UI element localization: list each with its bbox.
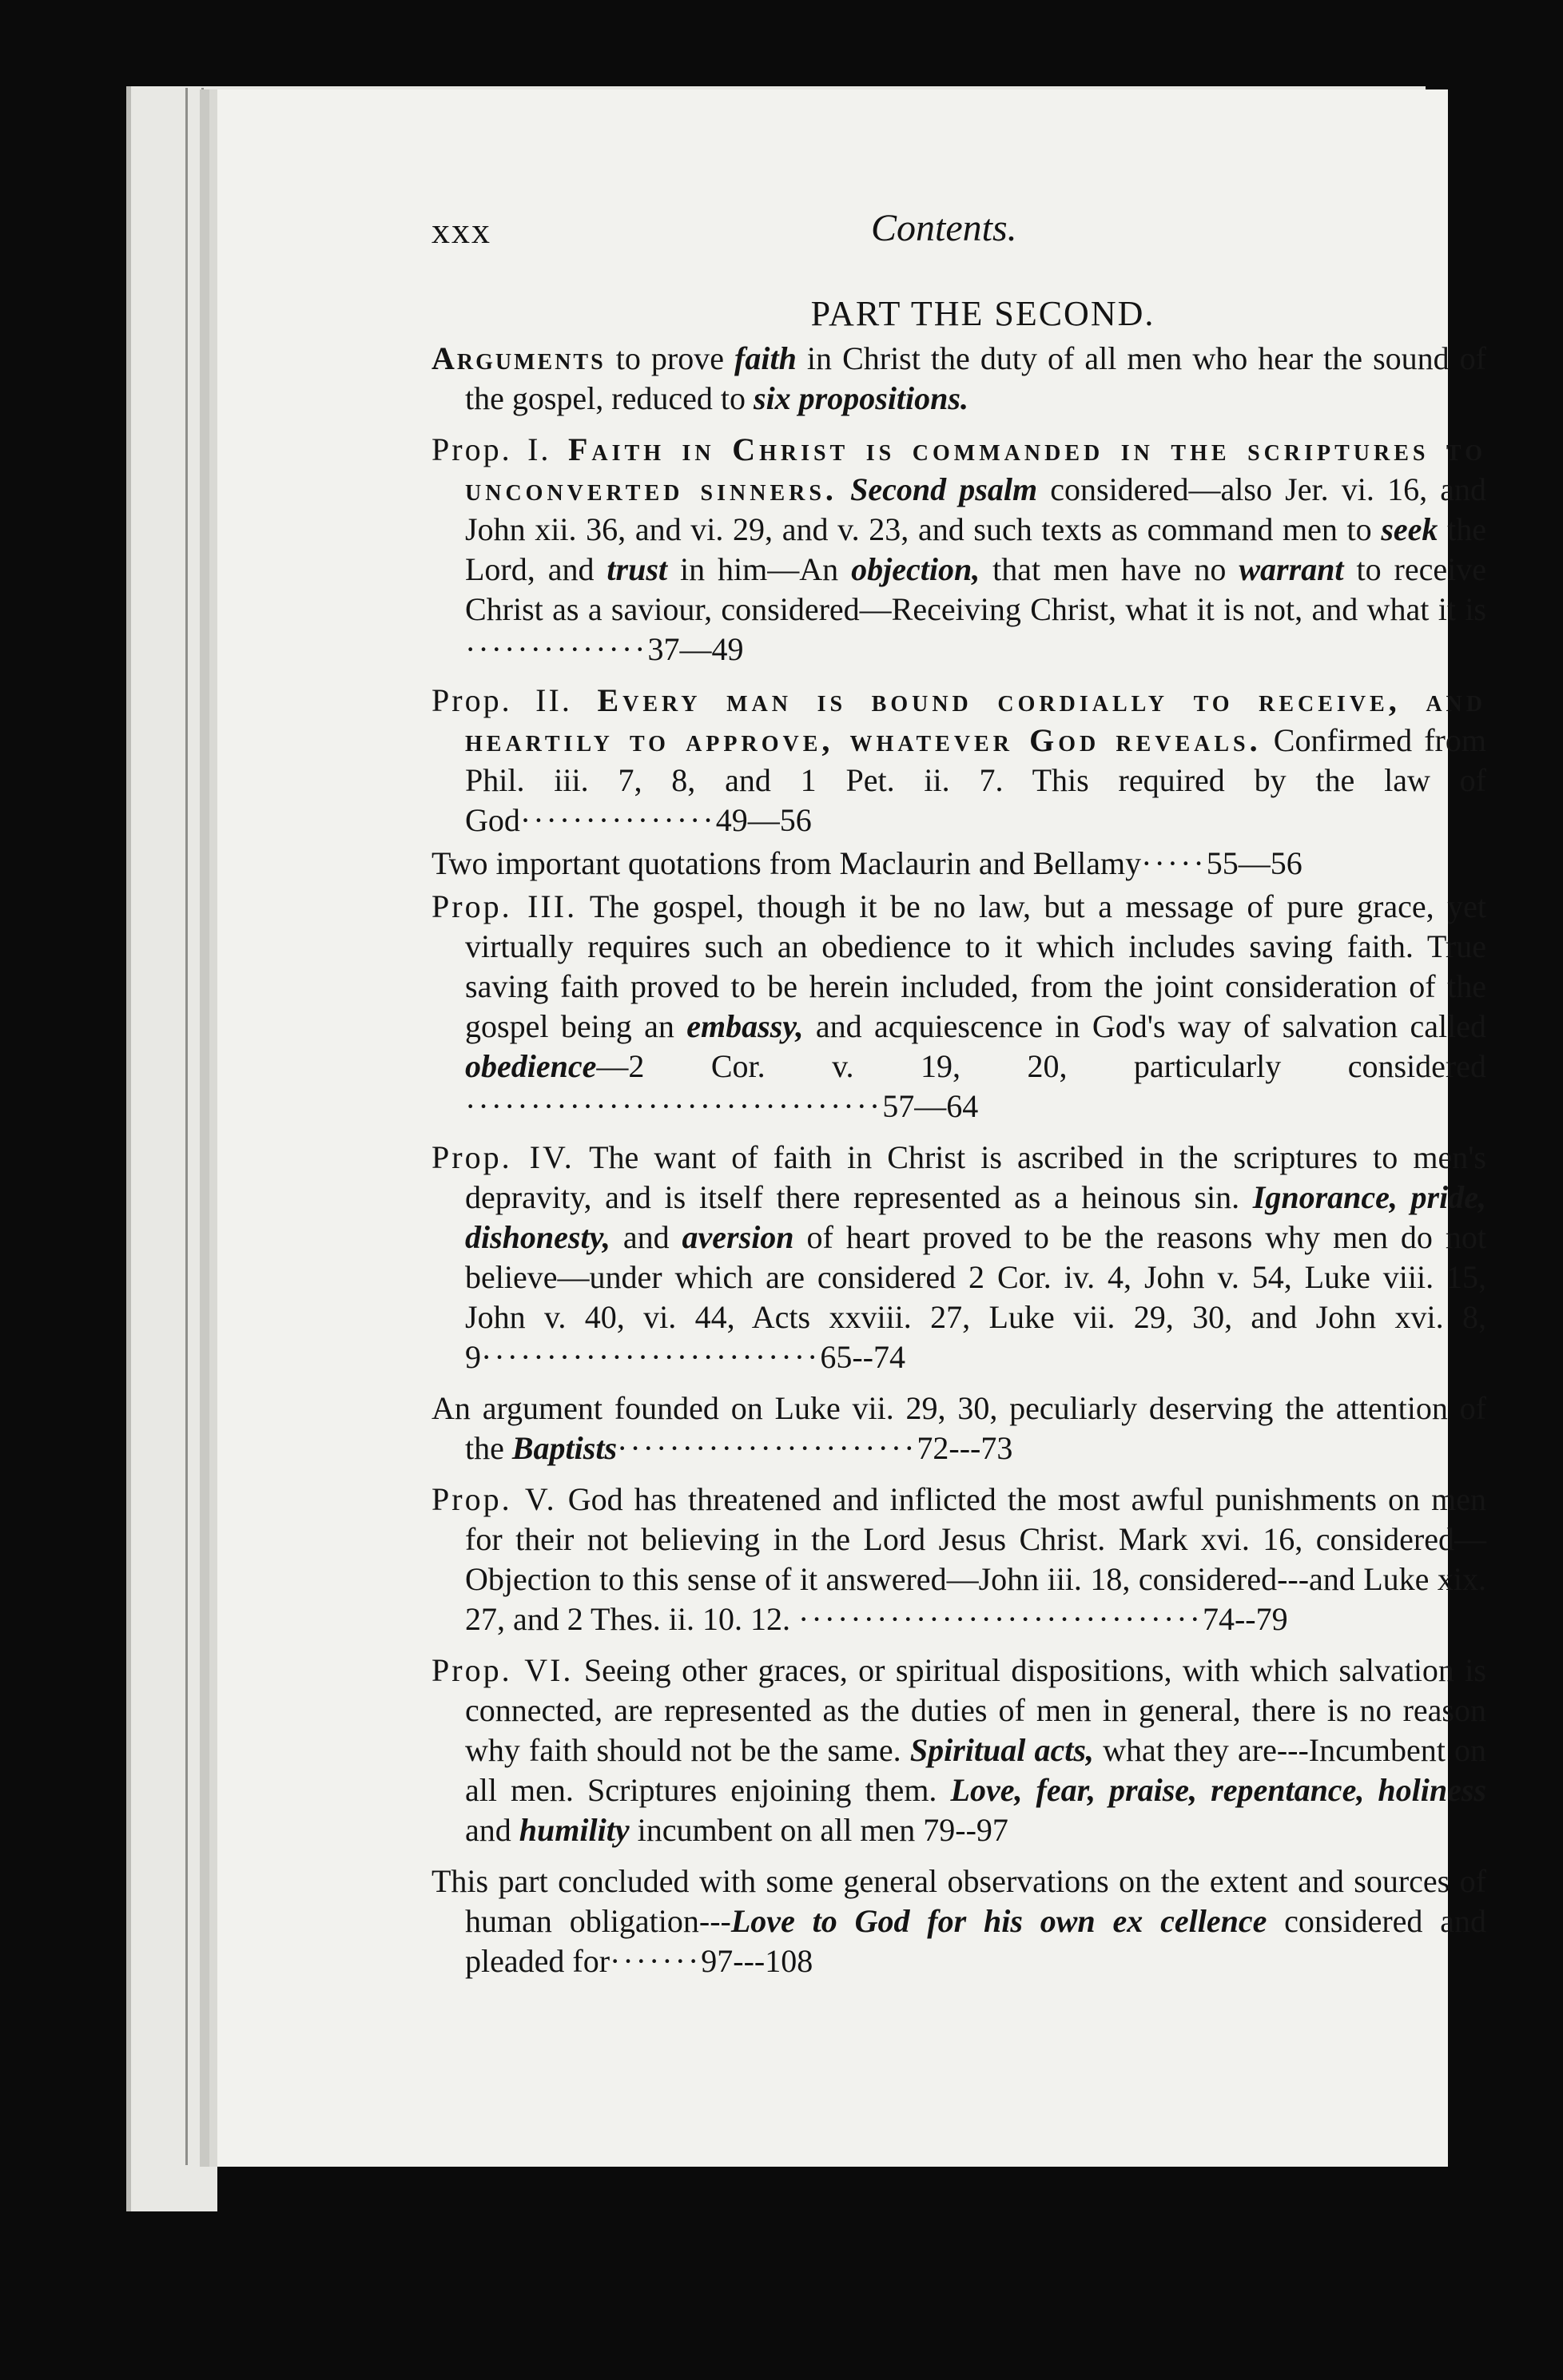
dot-leader: ······· [610, 1943, 702, 1979]
contents-entry [432, 339, 1486, 419]
page-range: 65--74 [820, 1339, 905, 1375]
entry-text: An argument founded on Luke vii. 29, 30, peculiarly deserving the attention of the [432, 1390, 1486, 1466]
dot-leader: ······················· [617, 1430, 917, 1466]
contents-entry [432, 887, 1486, 1126]
entry-text: in him—An [667, 551, 852, 587]
contents-entry [432, 1389, 1486, 1468]
scan-bottom-edge [217, 2167, 1448, 2215]
contents-entry [432, 430, 1486, 669]
entry-text: and [610, 1219, 682, 1255]
entry-emphasis: Love to God for his own ex cellence [730, 1903, 1267, 1939]
entry-text: the Lord, and [465, 511, 1486, 587]
page-range: 74--79 [1202, 1601, 1288, 1637]
entry-emphasis: six propositions. [754, 380, 968, 416]
dot-leader: ······························· [798, 1601, 1203, 1637]
page-range: 37—49 [647, 631, 744, 667]
entry-emphasis: Spiritual acts, [909, 1732, 1094, 1768]
dot-leader: ····· [1141, 845, 1207, 881]
contents-text [432, 294, 1486, 1993]
entry-text: to prove [605, 340, 735, 376]
entry-text: Confirmed from Phil. iii. 7, 8, and 1 Pet. ii. 7. This required by the law of God [465, 722, 1486, 838]
page-number: xxx [432, 210, 491, 251]
dot-leader: ································ [465, 1088, 883, 1124]
page-range: 57—64 [882, 1088, 979, 1124]
entry-text: This part concluded with some general observations on the extent and sources of human obligation--- [432, 1863, 1486, 1939]
entry-text: God has threatened and inflicted the most awful punishments on men for their not believing in the Lord Jesus Christ. Mark xvi. 16, considered—Objection to this sense of it answered—John iii. 18, considered---and Luke xix. 27, and 2 Thes. ii. 10. 12. [465, 1481, 1486, 1637]
entry-emphasis: warrant [1239, 551, 1344, 587]
entry-emphasis: Love, fear, praise, repentance, holiness [950, 1772, 1487, 1808]
entry-text: and [465, 1812, 519, 1848]
entry-emphasis: trust [607, 551, 668, 587]
entry-text: incumbent on all men [629, 1812, 924, 1848]
contents-entry [432, 844, 1486, 884]
entry-text: The want of faith in Christ is ascribed in the scriptures to men's depravity, and is itself there represented as a heinous sin. [465, 1139, 1486, 1215]
entry-lead: Prop. III. [432, 888, 578, 924]
entry-text: considered and pleaded for [465, 1903, 1486, 1979]
entry-lead: Prop. I. [432, 431, 551, 467]
entry-lead: Prop. VI. [432, 1652, 574, 1688]
entry-emphasis: objection, [851, 551, 980, 587]
entry-text: to receive Christ as a saviour, considered—Receiving Christ, what it is not, and what it is [465, 551, 1487, 627]
page-range: 49—56 [715, 802, 812, 838]
page-header [432, 209, 1486, 265]
entry-text: Two important quotations from Maclaurin and Bellamy [432, 845, 1142, 881]
dot-leader: ·························· [481, 1339, 821, 1375]
entry-emphasis: obedience [465, 1048, 597, 1084]
entry-text: The gospel, though it be no law, but a message of pure grace, yet virtually requires such an obedience to it which includes saving faith. True saving faith proved to be herein included, from the joint consideration of the gospel being an [465, 888, 1486, 1044]
part-title: PART THE SECOND. [810, 294, 1155, 333]
page-edge-line [201, 88, 204, 2149]
entry-emphasis: Baptists [511, 1430, 618, 1466]
page-edge-line [185, 88, 188, 2165]
entry-text: and acquiescence in God's way of salvation called [803, 1008, 1486, 1044]
entry-text: in Christ the duty of all men who hear the sound of the gospel, reduced to [465, 340, 1487, 416]
page-range: 97---108 [701, 1943, 813, 1979]
contents-entries [432, 339, 1486, 1981]
contents-entry [432, 1138, 1486, 1377]
entry-text: that men have no [980, 551, 1239, 587]
contents-entry [432, 1861, 1486, 1981]
entry-text: —2 Cor. v. 19, 20, particularly considered [596, 1048, 1486, 1084]
entry-emphasis: Second psalm [850, 471, 1038, 507]
entry-small-caps: Faith in Christ is commanded in the scriptures to unconverted sinners. [465, 431, 1486, 507]
entry-lead: Arguments [432, 340, 606, 376]
entry-text: considered—also Jer. vi. 16, and John xii. 36, and vi. 29, and v. 23, and such texts as command men to [465, 471, 1487, 547]
entry-text: of heart proved to be the reasons why men do not believe—under which are considered 2 Cor. iv. 4, John v. 54, Luke viii. 15, John v. 40, vi. 44, Acts xxviii. 27, Luke vii. 29, 30, and John xvi. 8, 9 [465, 1219, 1486, 1375]
entry-small-caps: Every man is bound cordially to receive, and heartily to approve, whatever God reveals. [465, 682, 1486, 758]
entry-text: what they are---Incumbent on all men. Scriptures enjoining them. [465, 1732, 1486, 1808]
entry-emphasis: humility [519, 1812, 630, 1848]
contents-entry [432, 1480, 1486, 1639]
page-range: 79--97 [923, 1812, 1008, 1848]
contents-entry [432, 681, 1486, 840]
entry-lead: Prop. IV. [432, 1139, 575, 1175]
page-range: 55—56 [1206, 845, 1302, 881]
entry-emphasis: Ignorance, pride, dishonesty, [465, 1179, 1486, 1255]
dot-leader: ·············· [465, 631, 648, 667]
running-head: Contents. [871, 207, 1017, 249]
entry-lead: Prop. V. [432, 1481, 557, 1517]
entry-emphasis: embassy, [686, 1008, 804, 1044]
entry-emphasis: seek [1381, 511, 1438, 547]
entry-text [837, 471, 850, 507]
entry-lead: Prop. II. [432, 682, 572, 718]
entry-emphasis: aversion [682, 1219, 794, 1255]
entry-emphasis: faith [734, 340, 797, 376]
dot-leader: ··············· [519, 802, 716, 838]
contents-entry [432, 1651, 1486, 1850]
entry-text: Seeing other graces, or spiritual dispositions, with which salvation is connected, are represented as the duties of men in general, there is no reason why faith should not be the same. [465, 1652, 1486, 1768]
page-range: 72---73 [917, 1430, 1013, 1466]
